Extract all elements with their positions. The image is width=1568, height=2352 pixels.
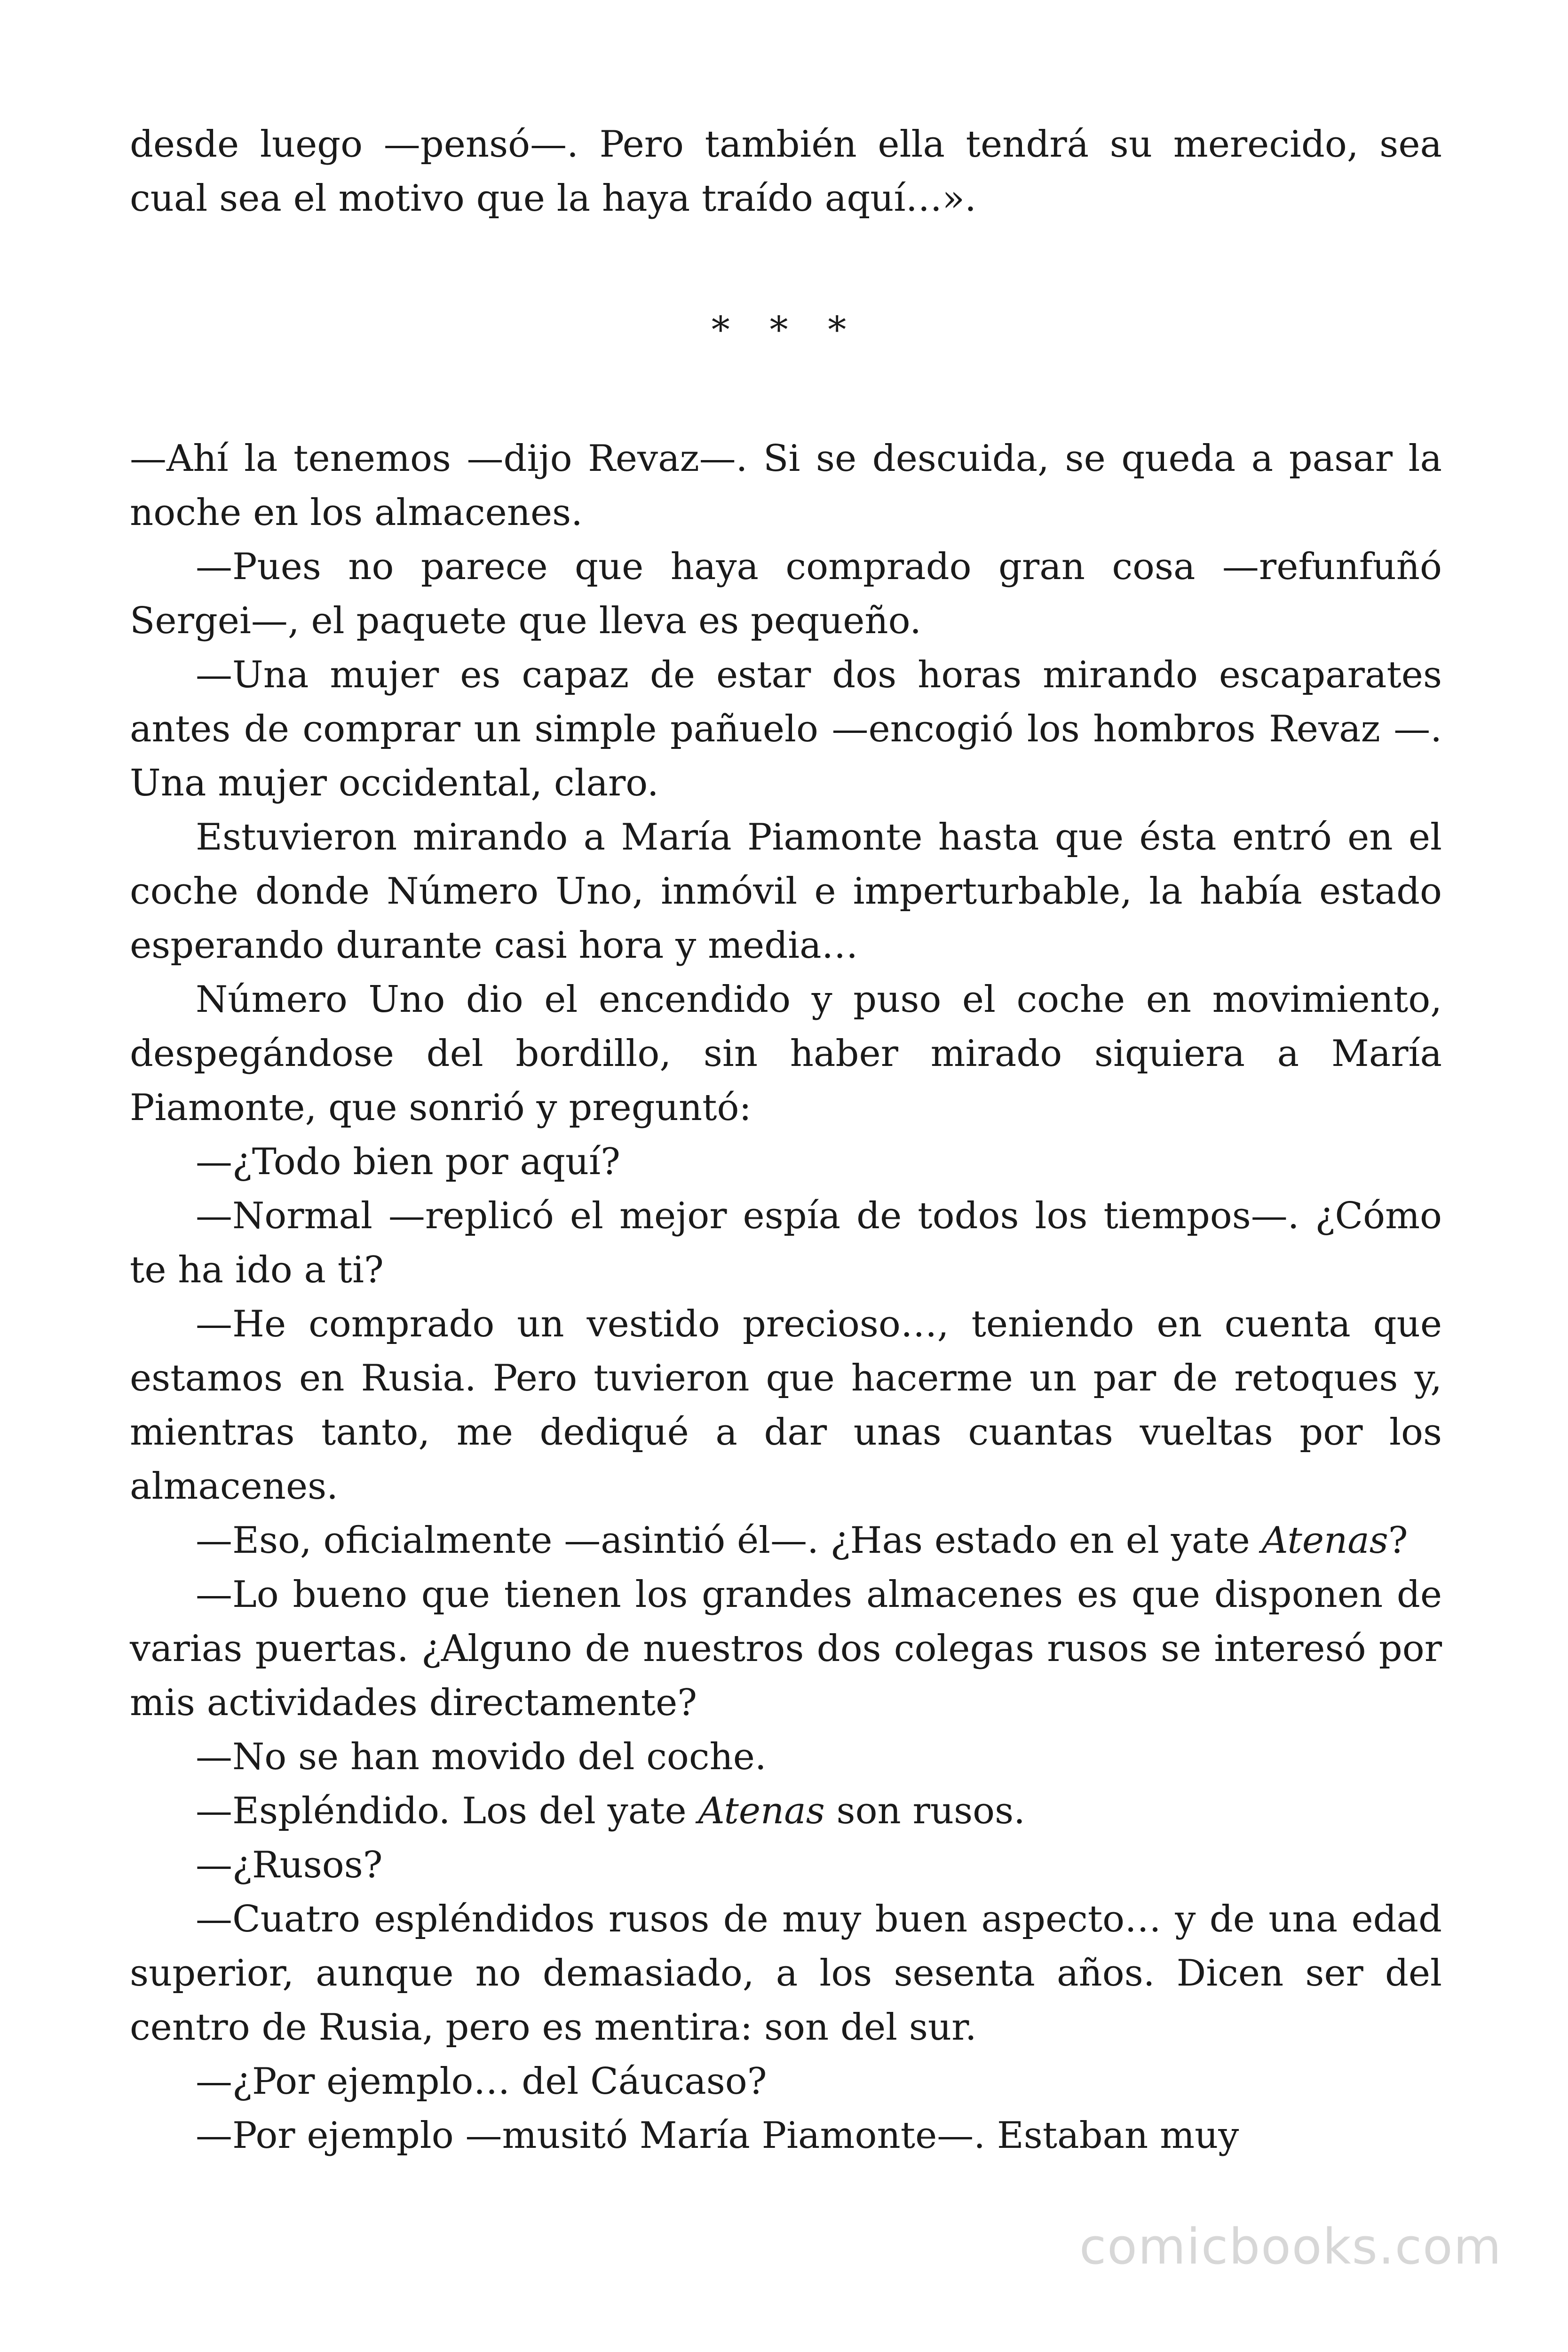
paragraph: —¿Por ejemplo… del Cáucaso?	[196, 2060, 767, 2103]
paragraph	[130, 1514, 1442, 1568]
paragraph: —Pues no parece que haya comprado gran cosa —refunfuñó Sergei—, el paquete que lleva es pequeño.	[130, 546, 1442, 642]
text-run: ?	[1388, 1519, 1408, 1562]
paragraph: —Una mujer es capaz de estar dos horas mirando escaparates antes de comprar un simple pañuelo —encogió los hombros Revaz —. Una mujer occidental, claro.	[130, 654, 1442, 804]
page-body	[130, 118, 1442, 2163]
paragraph: Estuvieron mirando a María Piamonte hasta que ésta entró en el coche donde Número Uno, inmóvil e imperturbable, la había estado esperando durante casi hora y media…	[130, 816, 1442, 967]
italic-ship-name: Atenas	[698, 1790, 825, 1832]
paragraph: —¿Rusos?	[196, 1844, 383, 1886]
paragraph: —Cuatro espléndidos rusos de muy buen aspecto… y de una edad superior, aunque no demasiado, a los sesenta años. Dicen ser del centro de Rusia, pero es mentira: son del sur.	[130, 1898, 1442, 2049]
watermark: comicbooks.com	[1079, 2218, 1502, 2275]
paragraph: Número Uno dio el encendido y puso el coche en movimiento, despegándose del bordillo, sin haber mirado siquiera a María Piamonte, que sonrió y preguntó:	[130, 978, 1442, 1129]
text-run: —Eso, oficialmente —asintió él—. ¿Has estado en el yate	[196, 1519, 1262, 1562]
paragraph: —No se han movido del coche.	[196, 1736, 767, 1778]
paragraph	[130, 1784, 1442, 1838]
paragraph: —¿Todo bien por aquí?	[196, 1141, 620, 1183]
text-run: son rusos.	[824, 1790, 1025, 1832]
paragraph: —Lo bueno que tienen los grandes almacenes es que disponen de varias puertas. ¿Alguno de nuestros dos colegas rusos se interesó por mis actividades directamente?	[130, 1573, 1442, 1724]
paragraph: —He comprado un vestido precioso…, teniendo en cuenta que estamos en Rusia. Pero tuvieron que hacerme un par de retoques y, mientras tanto, me dediqué a dar unas cuantas vueltas por los almacenes.	[130, 1303, 1442, 1508]
section-separator: * * *	[711, 309, 861, 351]
paragraph: —Ahí la tenemos —dijo Revaz—. Si se descuida, se queda a pasar la noche en los almacenes.	[130, 437, 1442, 534]
paragraph: —Normal —replicó el mejor espía de todos los tiempos—. ¿Cómo te ha ido a ti?	[130, 1195, 1442, 1291]
paragraph: desde luego —pensó—. Pero también ella tendrá su merecido, sea cual sea el motivo que la haya traído aquí…».	[130, 123, 1442, 220]
text-run: —Espléndido. Los del yate	[196, 1790, 698, 1832]
paragraph: —Por ejemplo —musitó María Piamonte—. Estaban muy	[196, 2114, 1239, 2157]
italic-ship-name: Atenas	[1261, 1519, 1388, 1562]
